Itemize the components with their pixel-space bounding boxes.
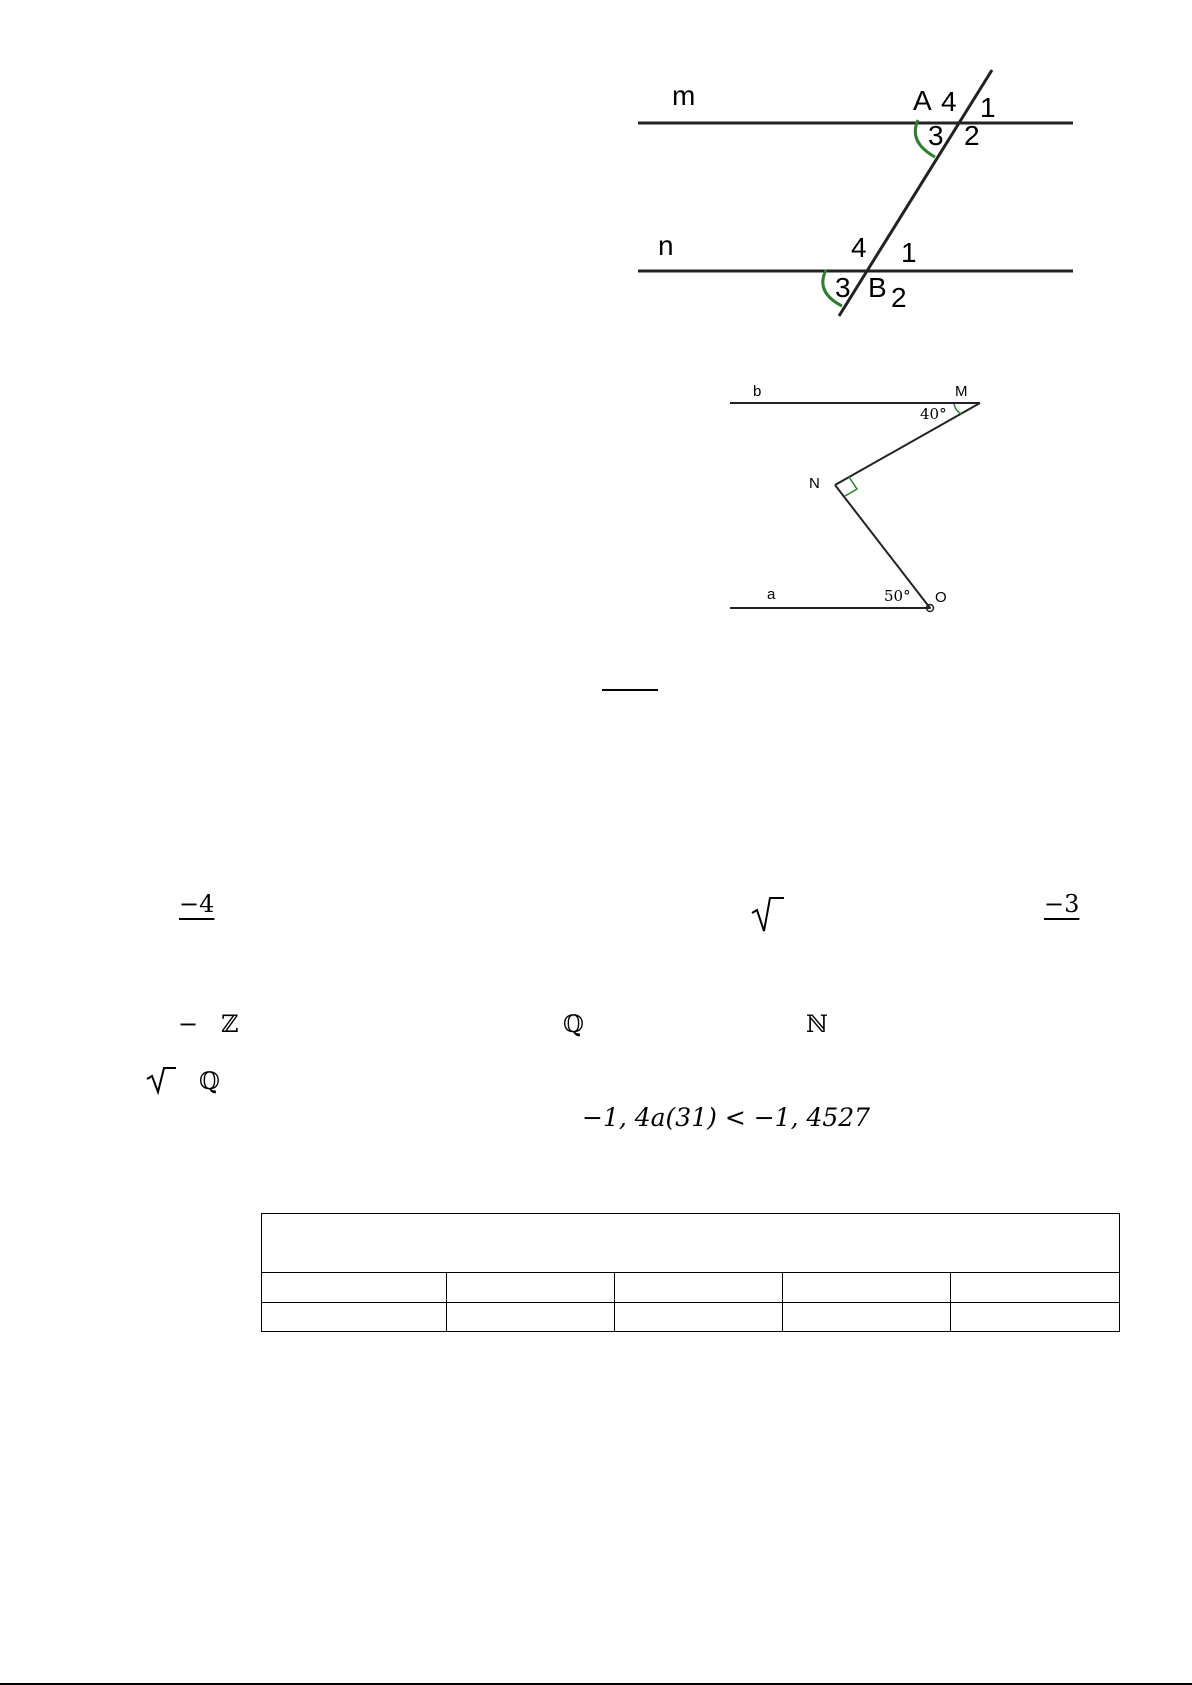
table-cell (615, 1303, 783, 1332)
label-point-m: M (955, 383, 968, 400)
angle-a-1: 1 (980, 92, 996, 123)
angle-b-4: 4 (851, 232, 867, 263)
label-b: b (753, 383, 762, 400)
sqrt-rationals-symbol: ℚ (199, 1067, 220, 1095)
label-m: m (672, 80, 696, 111)
angle-b-2: 2 (891, 282, 907, 313)
angle-b-3: 3 (835, 272, 851, 303)
table-row (262, 1273, 1120, 1303)
angle-a-3: 3 (928, 120, 944, 151)
table-cell (783, 1303, 951, 1332)
angle-m-label: 40° (920, 405, 947, 423)
angle-b-1: 1 (901, 237, 917, 268)
table-cell (783, 1273, 951, 1303)
angle-o-label: 50° (884, 587, 911, 605)
label-point-o: O (935, 589, 947, 606)
angle-a-2: 2 (964, 120, 980, 151)
naturals-symbol: ℕ (806, 1010, 828, 1038)
table-cell (951, 1303, 1120, 1332)
table-cell (615, 1273, 783, 1303)
table-header-cell (262, 1214, 1120, 1273)
angle-a-4: 4 (941, 86, 957, 117)
fraction-left-numerator: −4 (179, 890, 215, 918)
label-point-a: A (913, 85, 932, 116)
minus-integers: − ℤ (178, 1010, 239, 1038)
fraction-right-numerator: −3 (1044, 890, 1080, 918)
label-point-n: N (809, 475, 820, 492)
label-n: n (658, 230, 674, 261)
table-header-row (262, 1214, 1120, 1273)
rationals-symbol: ℚ (563, 1010, 584, 1038)
table-cell (447, 1303, 615, 1332)
inequality-expression: −1, 4a(31) < −1, 4527 (582, 1103, 871, 1132)
table-cell (447, 1273, 615, 1303)
table-cell (262, 1273, 447, 1303)
table-row (262, 1303, 1120, 1332)
table-cell (262, 1303, 447, 1332)
label-a: a (767, 586, 776, 603)
answer-table (261, 1213, 1120, 1332)
table-cell (951, 1273, 1120, 1303)
label-point-b: B (868, 272, 887, 303)
